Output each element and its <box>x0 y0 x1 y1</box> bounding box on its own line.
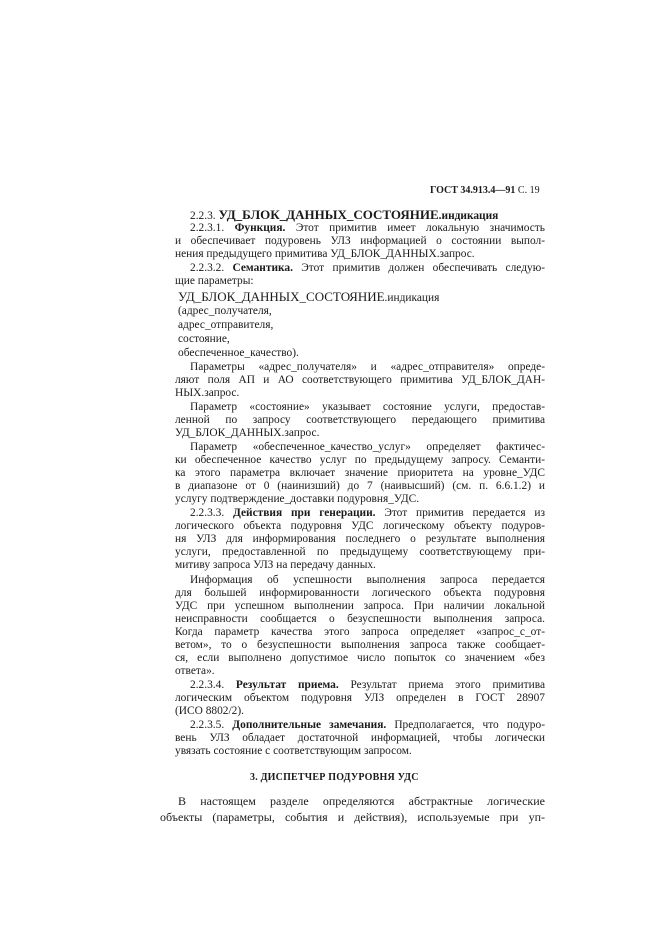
para-2-2-3-4-line-1: 2.2.3.4. Результат приема. Результат приема этого примитива <box>190 679 545 691</box>
para-p2-line-1: Параметр «состояние» указывает состояние услуги, предостав- <box>190 401 545 413</box>
para-info-line-5: Когда параметр качества этого запроса определяет «запрос_с_от- <box>175 626 545 638</box>
para-info-line-6: ветом», то о безуспешности выполнения запроса также сообщает- <box>175 639 545 651</box>
para-p3-line-5: услугу подтверждение_доставки подуровня_УДС. <box>175 493 420 505</box>
section-3-line-2: объекты (параметры, события и действия), используемые при уп- <box>160 810 545 824</box>
para-p1-line-3: НЫХ.запрос. <box>175 387 240 399</box>
section-3-line-1: В настоящем разделе определяются абстрактные логические <box>178 794 545 808</box>
para-2-2-3-3-line-4: услуги, предоставленной по предыдущему соответствующему при- <box>175 546 545 558</box>
para-p1-line-1: Параметры «адрес_получателя» и «адрес_отправителя» опреде- <box>190 361 545 373</box>
page-header <box>430 185 540 196</box>
para-2-2-3-1-line-3: нения предыдущего примитива УД_БЛОК_ДАННЫХ.запрос. <box>175 248 475 260</box>
para-2-2-3-3-line-5: митиву запроса УЛЗ на передачу данных. <box>175 559 376 571</box>
para-p1-line-2: ляют поля АП и АО соответствующего примитива УД_БЛОК_ДАН- <box>175 374 545 386</box>
para-info-line-3: УДС при успешном выполнении запроса. При наличии локальной <box>175 600 545 612</box>
para-p3-line-4: в диапазоне от 0 (наинизший) до 7 (наивысший) (см. п. 6.6.1.2) и <box>175 480 545 492</box>
para-2-2-3-2-line-2: щие параметры: <box>175 275 254 287</box>
para-info-line-8: ответа». <box>175 665 215 677</box>
para-info-line-7: ся, если выполнено допустимое число попыток со значением «без <box>175 652 545 664</box>
para-2-2-3-5-line-2: вень УЛЗ обладает достаточной информацией, чтобы логически <box>175 732 545 744</box>
para-p3-line-3: ка этого параметра включает значение приоритета на уровне_УДС <box>175 467 545 479</box>
para-2-2-3-3-line-3: ня УЛЗ для информирования последнего о результате выполнения <box>175 533 545 545</box>
para-info-line-4: неисправности сообщается о безуспешности выполнения запроса. <box>175 613 545 625</box>
para-2-2-3-3-line-1: 2.2.3.3. Действия при генерации. Этот примитив передается из <box>190 507 545 519</box>
para-info-line-1: Информация об успешности выполнения запроса передается <box>190 574 545 586</box>
para-p2-line-2: ленной по запросу соответствующего передающего примитива <box>175 414 545 426</box>
para-p3-line-1: Параметр «обеспеченное_качество_услуг» определяет фактичес- <box>190 441 545 453</box>
param-4: обеспеченное_качество). <box>178 347 299 359</box>
para-p3-line-2: ки обеспеченное качество услуг по предыдущему запросу. Семанти- <box>175 454 545 466</box>
param-2: адрес_отправителя, <box>178 319 274 331</box>
para-2-2-3-4-line-2: логическим объектом подуровня УЛЗ определен в ГОСТ 28907 <box>175 692 545 704</box>
para-2-2-3-3-line-2: логического объекта подуровня УДС логическому объекту подуров- <box>175 520 545 532</box>
param-1: (адрес_получателя, <box>178 305 272 317</box>
para-2-2-3-1-line-1: 2.2.3.1. Функция. Этот примитив имеет локальную значимость <box>190 222 546 234</box>
para-2-2-3-1-line-2: и обеспечивает подуровень УЛЗ информацией о состоянии выпол- <box>175 235 545 247</box>
para-2-2-3-2-line-1: 2.2.3.2. Семантика. Этот примитив должен обеспечивать следую- <box>190 262 545 274</box>
para-2-2-3-5-line-1: 2.2.3.5. Дополнительные замечания. Предполагается, что подуро- <box>190 719 545 731</box>
params-head: УД_БЛОК_ДАННЫХ_СОСТОЯНИЕ.индикация <box>178 289 440 304</box>
primitive-name: УД_БЛОК_ДАННЫХ_СОСТОЯНИЕ <box>218 207 439 222</box>
doc-number: ГОСТ 34.913.4—91 <box>430 185 516 196</box>
para-p2-line-3: УД_БЛОК_ДАННЫХ.запрос. <box>175 427 320 439</box>
para-info-line-2: для большей информированности логического объекта подуровня <box>175 587 545 599</box>
param-3: состояние, <box>178 333 230 345</box>
section-3-title: 3. ДИСПЕТЧЕР ПОДУРОВНЯ УДС <box>250 772 419 783</box>
page-number: С. 19 <box>517 185 540 196</box>
para-2-2-3-4-line-3: (ИСО 8802/2). <box>175 705 244 717</box>
para-2-2-3-5-line-3: увязать состояние с соответствующим запросом. <box>175 745 412 757</box>
section-heading-2-2-3: 2.2.3. УД_БЛОК_ДАННЫХ_СОСТОЯНИЕ.индикация <box>190 207 499 222</box>
